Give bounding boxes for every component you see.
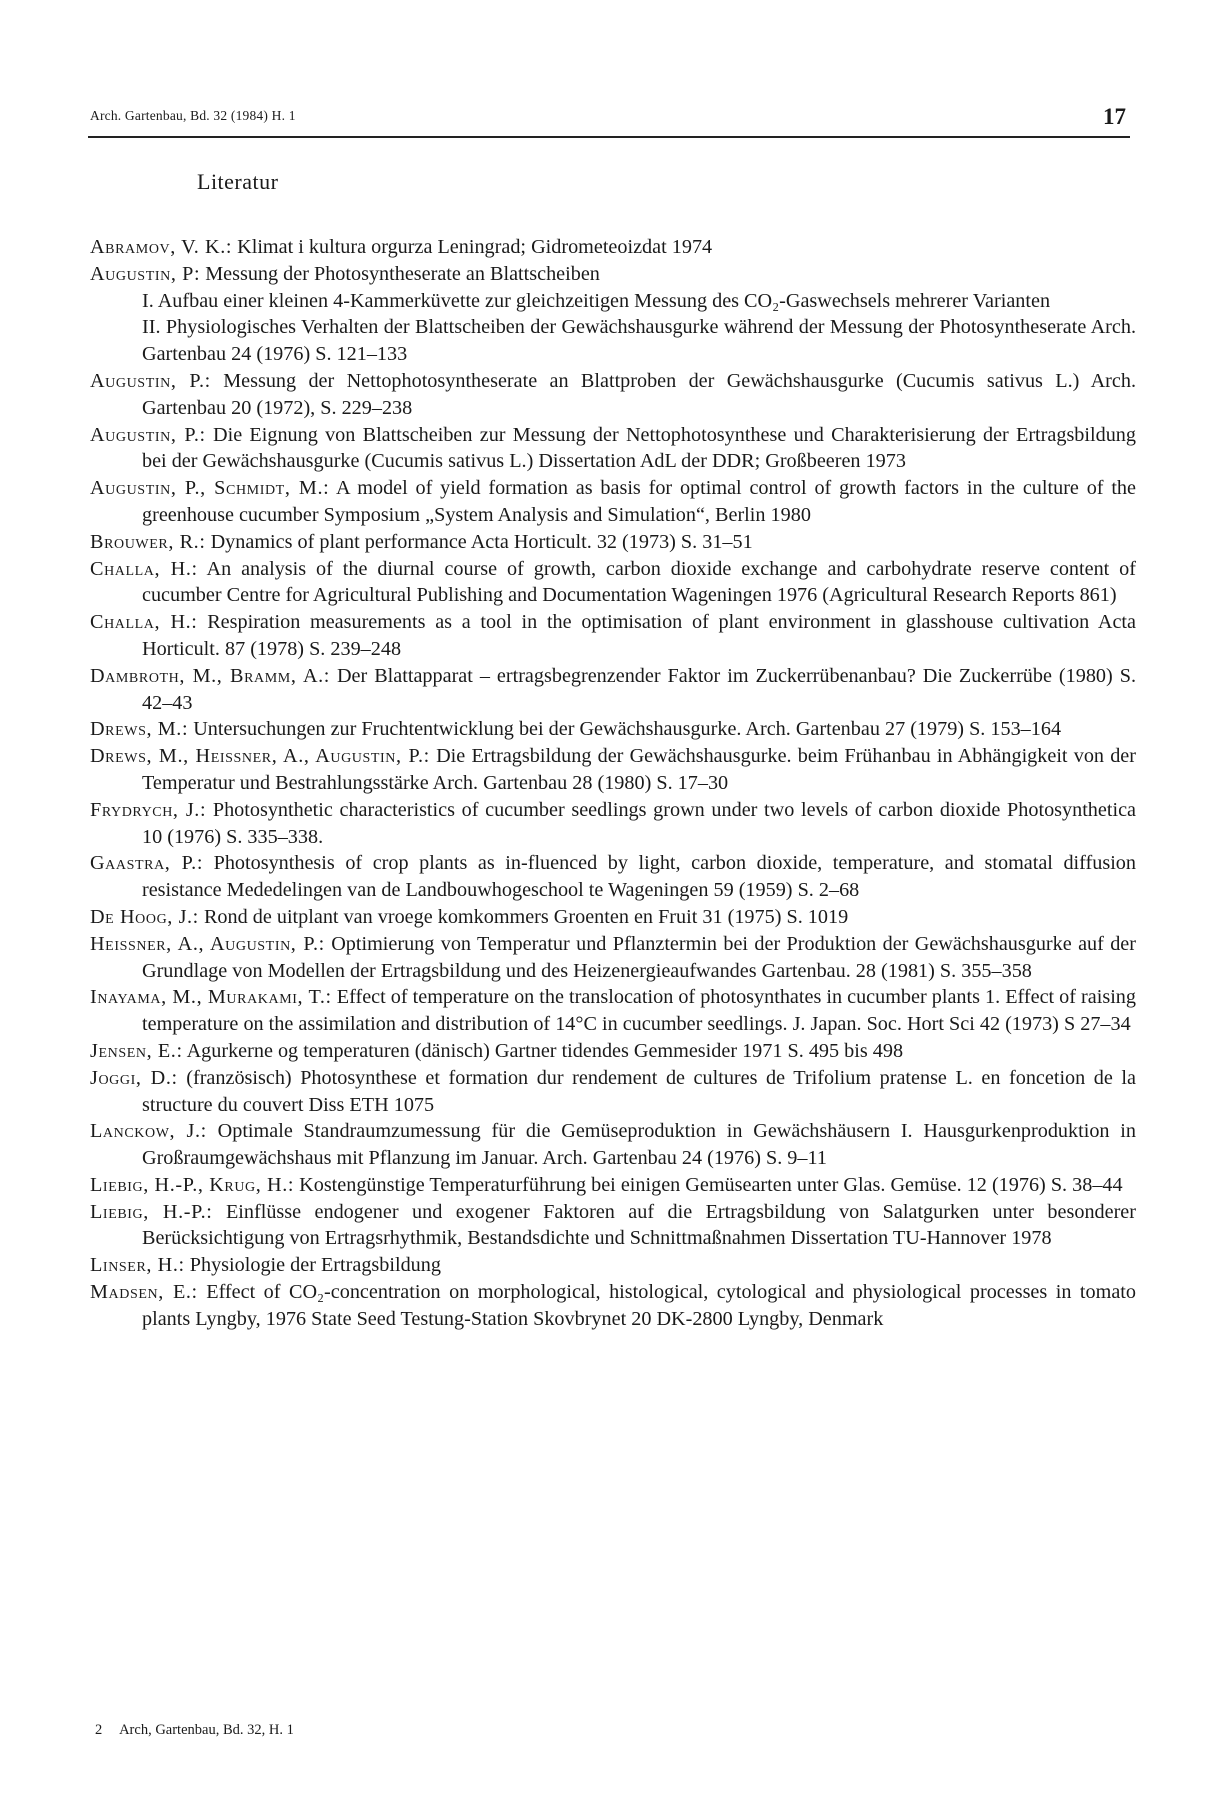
reference-author: Linser, H.: [90,1254,185,1277]
reference-text: Untersuchungen zur Fruchtentwicklung bei der Gewächshausgurke. Arch. Gartenbau 27 (1979) S. 153–164 [188,718,1062,741]
reference-text: Optimierung von Temperatur und Pflanztermin bei der Produktion der Gewächshausgurke auf der Grundlage von Modellen der Ertragsbildung und des Heizenergieaufwandes Gartenbau. 28 (1981) S. 355–358 [142,932,1136,982]
reference-author: Challa, H.: [90,557,198,580]
footer-sheet-number: 2 [95,1722,103,1738]
section-title: Literatur [197,169,279,194]
reference-author: Augustin, P: [90,262,201,285]
reference-text: Effect of CO₂-concentration on morphological, histological, cytological and physiological processes in tomato plants Lyngby, 1976 State Seed Testung-Station Skovbrynet 20 DK-2800 Lyngby, Denmark [142,1281,1136,1330]
reference-author: Liebig, H.-P., Krug, H.: [90,1173,295,1196]
reference-text: Optimale Standraumzumessung für die Gemüseproduktion in Gewächshäusern I. Hausgurkenproduktion in Großraumgewächshaus mit Pflanzung im Januar. Arch. Gartenbau 24 (1976) S. 9–11 [142,1120,1136,1170]
reference-author: Inayama, M., Murakami, T.: [90,986,332,1009]
reference-entry [90,1279,1136,1333]
reference-entry [90,234,1136,261]
reference-text: Photosynthetic characteristics of cucumber seedlings grown under two levels of carbon dioxide Photosynthetica 10 (1976) S. 335–338. [142,798,1137,848]
reference-text: Physiologie der Ertragsbildung [184,1254,441,1277]
reference-list [90,234,1136,1333]
reference-author: Lanckow, J.: [90,1120,207,1143]
reference-entry [90,1199,1136,1253]
reference-author: Liebig, H.-P.: [90,1200,213,1223]
reference-author: Gaastra, P.: [90,852,204,875]
reference-entry [90,904,1136,931]
reference-text: Die Ertragsbildung der Gewächshausgurke. beim Frühanbau in Abhängigkeit von der Temperatur und Bestrahlungsstärke Arch. Gartenbau 28 (1980) S. 17–30 [142,745,1136,794]
reference-entry [90,556,1136,610]
reference-text: Die Eignung von Blattscheiben zur Messung der Nettophotosynthese und Charakterisierung der Ertragsbildung bei der Gewächshausgurke (Cucumis sativus L.) Dissertation AdL der DDR; Großbeeren 1973 [142,423,1136,473]
reference-author: Dambroth, M., Bramm, A.: [90,664,330,687]
reference-text: Rond de uitplant van vroege komkommers Groenten en Fruit 31 (1975) S. 1019 [198,905,849,928]
running-header: Arch. Gartenbau, Bd. 32 (1984) H. 1 [90,108,296,123]
reference-author: Frydrych, J.: [90,798,207,821]
reference-entry [90,850,1136,904]
reference-author: De Hoog, J.: [90,905,199,928]
reference-entry [90,422,1136,476]
reference-entry [90,1038,1136,1065]
reference-author: Heissner, A., Augustin, P.: [90,932,325,955]
reference-entry [90,743,1136,797]
reference-author: Augustin, P.: [90,423,206,446]
reference-text: Einflüsse endogener und exogener Faktoren auf die Ertragsbildung von Salatgurken unter besonderer Berücksichtigung von Ertragsrhythmik, Bestandsdichte und Schnittmaßnahmen Dissertation TU-Hannover 1978 [142,1200,1136,1250]
reference-author: Brouwer, R.: [90,530,206,553]
reference-author: Augustin, P.: [90,369,211,392]
reference-text: An analysis of the diurnal course of growth, carbon dioxide exchange and carbohydrate reserve content of cucumber Centre for Agricultural Publishing and Documentation Wageningen 1976 (Agricultural Research Reports 861) [142,557,1137,607]
reference-entry [90,984,1136,1038]
reference-entry [90,261,1136,368]
reference-text: Messung der Photosyntheserate an Blattscheiben I. Aufbau einer kleinen 4-Kammerküvette zur gleichzeitigen Messung des CO₂-Gaswechsels mehrerer Varianten II. Physiologisches Verhalten der Blattscheiben der Gewächshausgurke während der Messung der Photosyntheserate Arch. Gartenbau 24 (1976) S. 121–133 [142,262,1136,366]
reference-entry [90,529,1136,556]
reference-author: Joggi, D.: [90,1066,178,1089]
reference-author: Jensen, E.: [90,1039,183,1062]
reference-text: Kostengünstige Temperaturführung bei einigen Gemüsearten unter Glas. Gemüse. 12 (1976) S. 38–44 [294,1173,1123,1196]
footer-journal: Arch, Gartenbau, Bd. 32, H. 1 [119,1722,294,1738]
reference-text: Photosynthesis of crop plants as in-fluenced by light, carbon dioxide, temperature, and stomatal diffusion resistance Mededelingen van de Landbouwhogeschool te Wageningen 59 (1959) S. 2–68 [142,852,1136,902]
reference-entry [90,368,1136,422]
reference-text: Effect of temperature on the translocation of photosynthates in cucumber plants 1. Effect of raising temperature on the assimilation and distribution of 14°C in cucumber seedlings. J. Japan. Soc. Hort Sci 42 (1973) S 27–34 [142,986,1136,1036]
reference-author: Challa, H.: [90,611,198,634]
reference-text: Dynamics of plant performance Acta Horticult. 32 (1973) S. 31–51 [205,530,753,553]
page-number: 17 [1103,104,1126,129]
reference-entry [90,797,1136,851]
reference-text: A model of yield formation as basis for optimal control of growth factors in the culture of the greenhouse cucumber Symposium „System Analysis and Simulation“, Berlin 1980 [142,477,1136,526]
reference-author: Madsen, E.: [90,1281,198,1304]
reference-text: Messung der Nettophotosyntheserate an Blattproben der Gewächshausgurke (Cucumis sativus L.) Arch. Gartenbau 20 (1972), S. 229–238 [142,369,1136,419]
reference-entry [90,475,1136,529]
reference-entry [90,663,1136,717]
reference-author: Abramov, V. K.: [90,236,233,258]
reference-text: Der Blattapparat – ertragsbegrenzender Faktor im Zuckerrübenanbau? Die Zuckerrübe (1980) S. 42–43 [142,664,1136,714]
reference-entry [90,931,1136,985]
reference-text: Agurkerne og temperaturen (dänisch) Gartner tidendes Gemmesider 1971 S. 495 bis 498 [182,1039,904,1062]
header-rule [88,136,1130,138]
reference-entry [90,1118,1136,1172]
reference-author: Drews, M., Heissner, A., Augustin, P.: [90,745,430,768]
page-footer [95,1722,294,1739]
reference-text: Respiration measurements as a tool in the optimisation of plant environment in glasshouse cultivation Acta Horticult. 87 (1978) S. 239–248 [142,611,1136,660]
reference-entry [90,1172,1136,1199]
reference-text: Klimat i kultura orgurza Leningrad; Gidrometeoizdat 1974 [232,236,713,258]
reference-author: Augustin, P., Schmidt, M.: [90,477,330,500]
reference-text: (französisch) Photosynthese et formation dur rendement de cultures de Trifolium pratense L. en foncetion de la structure du couvert Diss ETH 1075 [142,1066,1136,1116]
reference-entry [90,1252,1136,1279]
reference-entry [90,1065,1136,1119]
reference-entry [90,609,1136,663]
reference-entry [90,716,1136,743]
reference-author: Drews, M.: [90,718,189,741]
